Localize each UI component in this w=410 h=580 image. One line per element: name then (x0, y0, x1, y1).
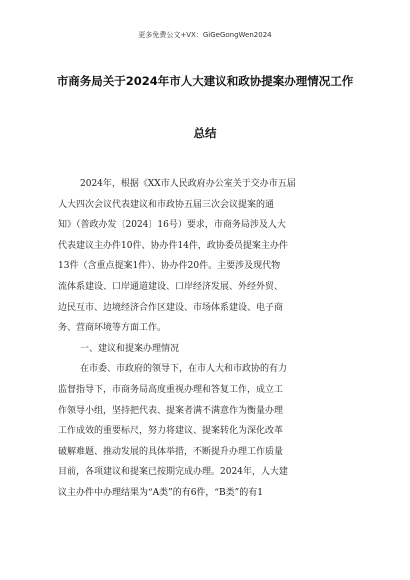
paragraph2-line: 监督指导下，市商务局高度重视办理和答复工作，成立工 (58, 384, 284, 395)
document-body (58, 174, 352, 504)
paragraph2-line: 作领导小组，坚持把代表、提案者满不满意作为衡量办理 (58, 405, 284, 416)
header-note: 更多免费公文+VX：GiGeGongWen2024 (138, 31, 272, 39)
paragraph2-line: 工作成效的重要标尺，努力将建议、提案转化为深化改革 (58, 426, 284, 437)
paragraph1-line: 务、营商环境等方面工作。 (58, 323, 167, 334)
paragraph1-line: 流体系建设、口岸通道建设、口岸经济发展、外经外贸、 (58, 281, 284, 292)
paragraph2-line: 在市委、市政府的领导下，在市人大和市政协的有力 (80, 364, 288, 375)
document-title-line1: 市商务局关于2024年市人大建议和政协提案办理情况工作 (56, 74, 354, 88)
paragraph1-line: 2024年，根据《XX市人民政府办公室关于交办市五届 (80, 179, 296, 189)
paragraph1-line: 知》（普政办发〔2024〕16号）要求，市商务局涉及人大 (58, 220, 286, 231)
document-title-line2: 总结 (193, 126, 217, 140)
paragraph1-line: 代表建议主办件10件、协办件14件，政协委员提案主办件 (58, 240, 288, 251)
paragraph1-line: 边民互市、边境经济合作区建设、市场体系建设、电子商 (58, 302, 284, 313)
section-heading: 一、建议和提案办理情况 (80, 343, 180, 354)
paragraph1-line: 13件（含重点提案1件）、协办件20件。主要涉及现代物 (58, 261, 281, 272)
paragraph1-line: 人大四次会议代表建议和市政协五届三次会议提案的通 (58, 199, 275, 210)
paragraph2-line: 议主办件中办理结果为“A类”的有6件，“B类”的有1 (58, 487, 263, 498)
paragraph2-line: 目前，各项建议和提案已按期完成办理。2024年，人大建 (58, 467, 288, 478)
paragraph2-line: 破解难题、推动发展的具体举措，不断提升办理工作质量 (58, 446, 284, 457)
